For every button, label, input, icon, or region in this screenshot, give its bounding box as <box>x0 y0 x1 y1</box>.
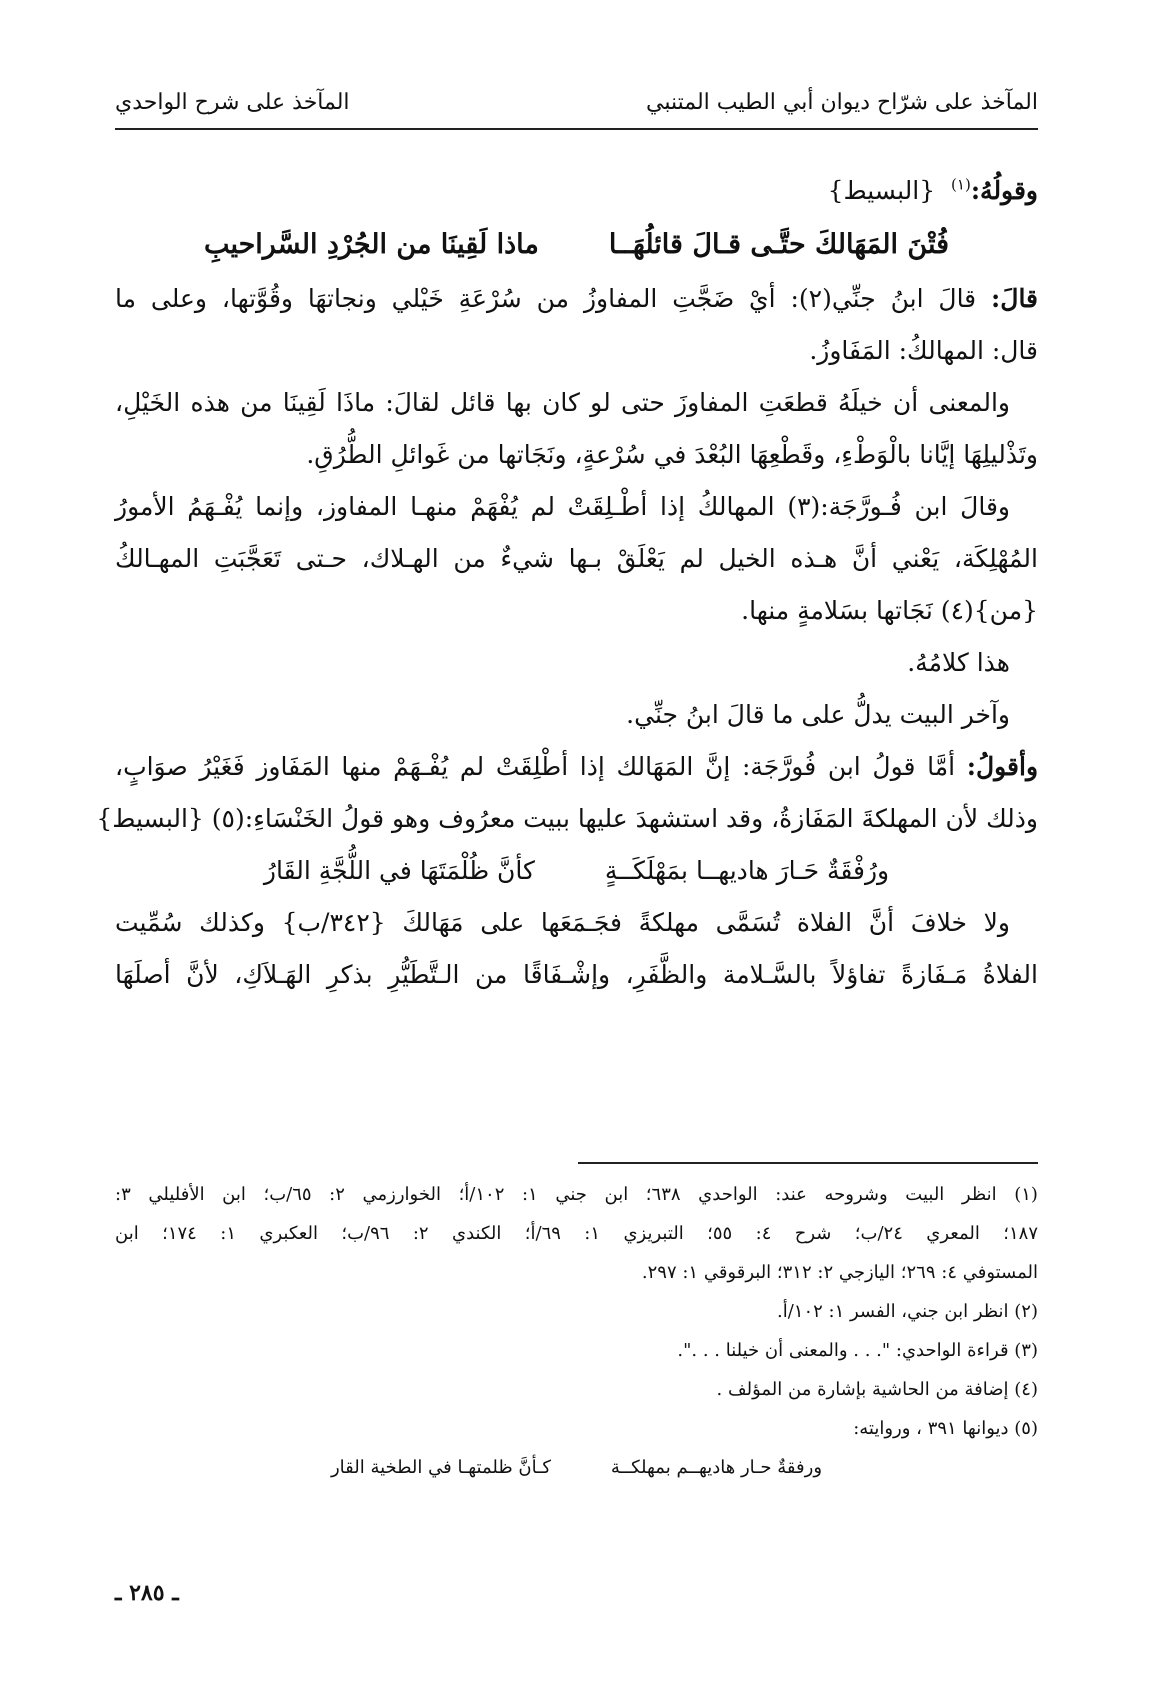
paragraph-label: وأقولُ: <box>966 752 1039 781</box>
footnote-line: (٣) قراءة الواحدي: ". . . والمعنى أن خيلنا . . .". <box>677 1340 1038 1361</box>
main-text <box>96 165 1039 1001</box>
intro-label: وقولُهُ: <box>970 176 1038 205</box>
paragraph-line <box>115 273 1038 325</box>
footnote-line: (١) انظر البيت وشروحه عند: الواحدي ٦٣٨؛ ابن جني ١: ١٠٢/أ؛ الخوارزمي ٢: ٦٥/ب؛ ابن الأفليلي ٣: <box>115 1184 1038 1205</box>
paragraph-line: الفلاةُ مَـفَازةً تفاؤلاً بالسَّـلامة والظَّفَرِ، وإشْـفَاقًا من الـتَّطَيُّرِ بذكرِ الهَـلاَكِ، لأنَّ أصلَهَا <box>115 960 1038 989</box>
paragraph-line: والمعنى أن خيلَهُ قطعَتِ المفاوزَ حتى لو كان بها قائل لقالَ: ماذَا لَقِينَا من هذه الخَيْلِ، <box>115 388 1010 417</box>
paragraph-text: أمَّا قولُ ابن فُورَّجَة: إنَّ المَهَالك إذا أطْلِقَتْ لم يُفْـهَمْ منها المَفَاوز فَغَيْرُ صوَابٍ، <box>115 752 956 781</box>
footnote-line: (٤) إضافة من الحاشية بإشارة من المؤلف . <box>716 1379 1038 1400</box>
paragraph-line: قال: المهالكُ: المَفَاوزُ. <box>809 336 1038 365</box>
paragraph-line: ولا خلافَ أنَّ الفلاة تُسَمَّى مهلكةً فجَـمَعَها على مَهَالكَ {٣٤٢/ب} وكذلك سُمِّيت <box>115 908 1010 937</box>
paragraph-line: {من}(٤) نَجَاتها بسَلامةٍ منها. <box>741 596 1038 625</box>
verse-1-first-hemistich: فُتْنَ المَهَالكَ حتَّـى قـالَ قائلُهَــا <box>608 229 950 260</box>
paragraph-text: قالَ ابنُ جنِّي(٢): أيْ ضَجَّتِ المفاوزُ من سُرْعَةِ خَيْلي ونجاتهَا وقُوَّتها، وعلى ما <box>115 284 977 313</box>
running-header <box>115 82 1038 122</box>
paragraph-line: المُهْلِكَة، يَعْني أنَّ هـذه الخيل لم يَعْلَقْ بـها شيءٌ من الهـلاك، حـتى تَعَجَّبَتِ المهـالكُ <box>115 544 1038 573</box>
header-rule <box>115 128 1038 130</box>
footnote-verse-second: كـأنَّ ظلمتهـا في الطخية القار <box>330 1457 551 1478</box>
paragraph-line: وقالَ ابن فُـورَّجَة:(٣) المهالكُ إذا أطْـلِقَتْ لم يُفْهَمْ منهـا المفاوز، وإنما يُفْـهَمُ الأمورُ <box>115 492 1010 521</box>
paragraph-line: وآخر البيت يدلُّ على ما قالَ ابنُ جنِّي. <box>626 700 1010 729</box>
verse-2 <box>115 845 1038 897</box>
verse-2-second-hemistich: كأنَّ ظُلْمَتَهَا في اللُّجَّةِ القَارُ <box>263 856 535 885</box>
paragraph-line: هذا كلامُهُ. <box>907 648 1010 677</box>
verse-1-second-hemistich: ماذا لَقِينَا من الجُرْدِ السَّراحيبِ <box>203 229 539 260</box>
paragraph-line: وذلك لأن المهلكةَ المَفَازةُ، وقد استشهدَ عليها ببيت معرُوف وهو قولُ الخَنْسَاءِ:(٥) {البسيط} <box>96 804 1038 833</box>
verse-2-first-hemistich: ورُفْقَةٌ حَـارَ هاديهــا بمَهْلَكَــةٍ <box>604 856 890 885</box>
footnotes <box>115 1175 1038 1487</box>
footnote-line: (٢) انظر ابن جني، الفسر ١: ١٠٢/أ. <box>777 1301 1038 1322</box>
paragraph-line: وتَذْليلِهَا إيَّانا بالْوَطْءِ، وقَطْعِهَا البُعْدَ في سُرْعةٍ، ونَجَاتها من غَوائلِ الطُّرُقِ. <box>306 440 1038 469</box>
footnote-line: المستوفي ٤: ٢٦٩؛ اليازجي ٢: ٣١٢؛ البرقوقي ١: ٢٩٧. <box>641 1262 1038 1283</box>
footnote-line: ١٨٧؛ المعري ٢٤/ب؛ شرح ٤: ٥٥؛ التبريزي ١: ٦٩/أ؛ الكندي ٢: ٩٦/ب؛ العكبري ١: ١٧٤؛ ابن <box>115 1223 1039 1244</box>
page-number: ـ ٢٨٥ ـ <box>115 1580 179 1606</box>
footnote-verse <box>115 1448 1038 1487</box>
meter-label: {البسيط} <box>827 176 936 205</box>
footnote-verse-first: ورفقةٌ حـار هاديهــم بمهلكــة <box>610 1457 823 1478</box>
paragraph-label: قالَ: <box>991 284 1039 313</box>
footnote-rule <box>578 1162 1038 1164</box>
verse-1 <box>115 217 1038 273</box>
book-title: المآخذ على شرّاح ديوان أبي الطيب المتنبي <box>646 89 1038 115</box>
footnote-line: (٥) ديوانها ٣٩١ ، وروايته: <box>853 1418 1038 1439</box>
intro-line <box>115 165 1038 217</box>
section-title: المآخذ على شرح الواحدي <box>115 89 350 115</box>
note-ref: (١) <box>951 175 971 194</box>
paragraph-line <box>115 741 1038 793</box>
